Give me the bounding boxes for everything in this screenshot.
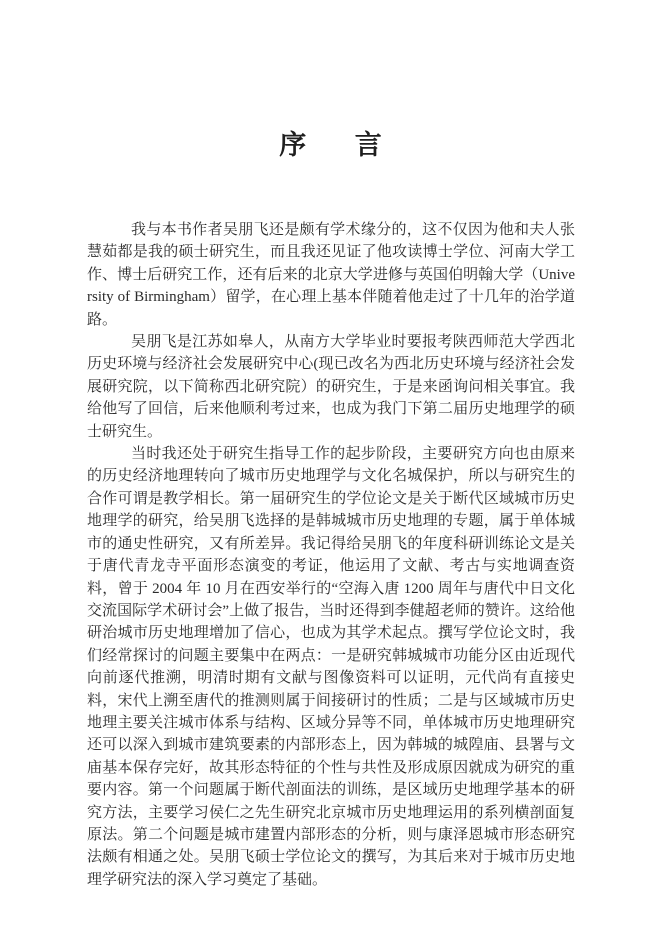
preface-paragraph-2: 吴朋飞是江苏如皋人，从南方大学毕业时要报考陕西师范大学西北历史环境与经济社会发展研究中心(现已改名为西北历史环境与经济社会发展研究院，以下简称西北研究院）的研究生，于是来函询问相关事宜。我给他写了回信，后来他顺利考过来，也成为我门下第二届历史地理学的硕士研究生。: [87, 334, 575, 440]
page-title-text: 序言: [279, 130, 431, 160]
preface-paragraph-3: 当时我还处于研究生指导工作的起步阶段，主要研究方向也由原来的历史经济地理转向了城市历史地理学与文化名城保护，所以与研究生的合作可谓是教学相长。第一届研究生的学位论文是关于断代区域城市历史地理学的研究，给吴朋飞选择的是韩城城市历史地理的专题，属于单体城市的通史性研究，又有所差异。我记得给吴朋飞的年度科研训练论文是关于唐代青龙寺平面形态演变的考证，他运用了文献、考古与实地调查资料，曾于 2004 年 10 月在西安举行的“空海入唐 1200 周年与唐代中日文化交流国际学术研讨会”上做了报告，当时还得到李健超老师的赞许。这给他研治城市历史地理增加了信心，也成为其学术起点。撰写学位论文时，我们经常探讨的问题主要集中在两点：一是研究韩城城市功能分区由近现代向前逐代推溯，明清时期有文献与图像资料可以证明，元代尚有直接史料，宋代上溯至唐代的推测则属于间接研讨的性质；二是与区域城市历史地理主要关注城市体系与结构、区域分异等不同，单体城市历史地理研究还可以深入到城市建筑要素的内部形态上，因为韩城的城隍庙、县署与文庙基本保存完好，故其形态特征的个性与共性及形成原因就成为研究的重要内容。第一个问题属于断代剖面法的训练，是区域历史地理学基本的研究方法，主要学习侯仁之先生研究北京城市历史地理运用的系列横剖面复原法。第二个问题是城市建置内部形态的分析，则与康泽恩城市形态研究法颇有相通之处。吴朋飞硕士学位论文的撰写，为其后来对于城市历史地理学研究法的深入学习奠定了基础。: [87, 446, 575, 888]
page-title: [0, 131, 661, 159]
preface-paragraph-1: 我与本书作者吴朋飞还是颇有学术缘分的，这不仅因为他和夫人张慧茹都是我的硕士研究生，而且我还见证了他攻读博士学位、河南大学工作、博士后研究工作，还有后来的北京大学进修与英国伯明翰大学（University of Birmingham）留学，在心理上基本伴随着他走过了十几年的治学道路。: [87, 222, 575, 328]
preface-body: [87, 219, 575, 891]
